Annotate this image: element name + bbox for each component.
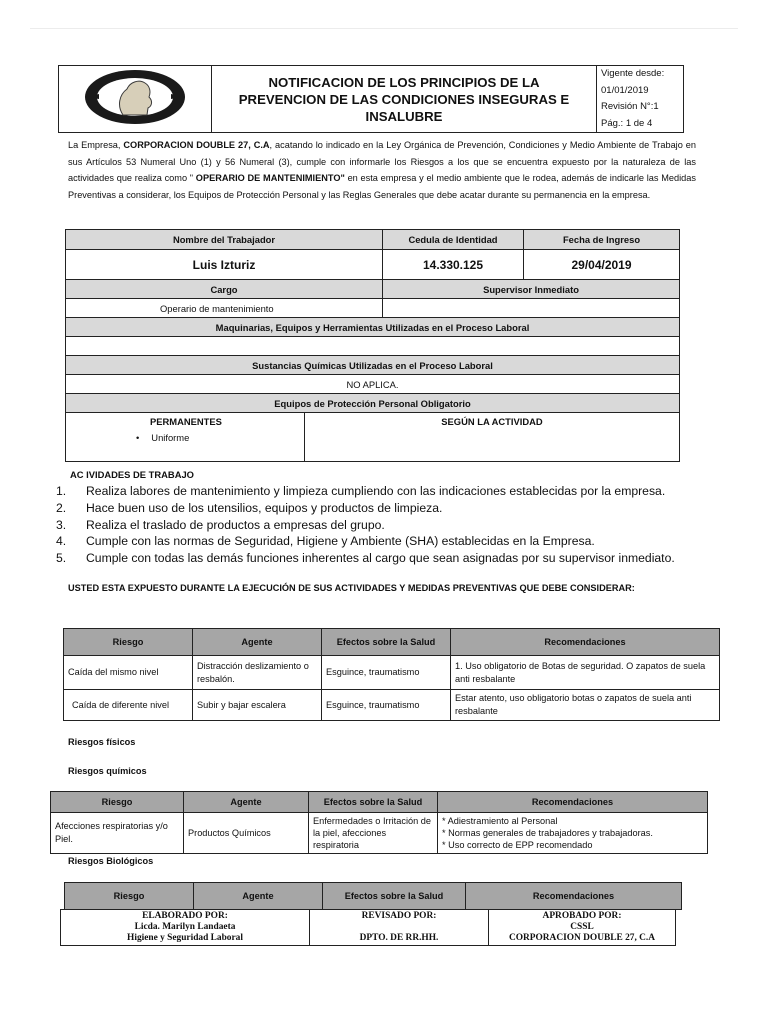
table-row: [64, 690, 720, 721]
date-header: Fecha de Ingreso: [524, 230, 680, 250]
vigente-label: Vigente desde:: [601, 68, 665, 79]
cell-recomendaciones: * Adiestramiento al Personal * Normas generales de trabajadores y trabajadoras. * Uso correcto de EPP recomendado: [438, 813, 708, 854]
permanentes-item: • Uniforme: [136, 432, 190, 443]
signature-footer: [60, 909, 676, 946]
chemicals-header: Sustancias Químicas Utilizadas en el Proceso Laboral: [66, 356, 680, 375]
cell-riesgo: Caída del mismo nivel: [64, 656, 193, 690]
intro-paragraph: La Empresa, CORPORACION DOUBLE 27, C.A, acatando lo indicado en la Ley Orgánica de Prevención, Condiciones y Medio Ambiente de Trabajo en sus Artículos 53 Numeral Uno (1) y 56 Numeral (3), cumple con informarle los Riesgos a los que se encuentra expuesto por la naturaleza de las actividades que realiza como " OPERARIO DE MANTENIMIENTO" en esta empresa y el medio ambiente que le rodea, además de indicarle las Medidas Preventivas a considerar, los Equipos de Protección Personal y las Reglas Generales que debe acatar durante su permanencia en la empresa.: [68, 140, 696, 200]
logo-cell: [59, 66, 212, 133]
biological-risks-label: Riesgos Biológicos: [68, 856, 154, 866]
activities-list: [56, 483, 756, 567]
worker-start-date: 29/04/2019: [524, 250, 680, 280]
aprobado-cell: APROBADO POR: CSSL CORPORACION DOUBLE 27, C.A: [489, 910, 676, 946]
worker-info-table: [65, 229, 680, 462]
exposure-title: USTED ESTA EXPUESTO DURANTE LA EJECUCIÓN DE SUS ACTIVIDADES Y MEDIDAS PREVENTIVAS QUE DEBE CONSIDERAR:: [68, 583, 635, 593]
cargo-header: Cargo: [66, 280, 383, 299]
worker-supervisor: [383, 299, 680, 318]
cell-agente: Subir y bajar escalera: [193, 690, 322, 721]
cell-riesgo: Caída de diferente nivel: [64, 690, 193, 721]
chemical-risk-table: [50, 791, 708, 854]
document-header: [58, 65, 684, 133]
list-item: 4. Cumple con las normas de Seguridad, Higiene y Ambiente (SHA) establecidas en la Empresa.: [56, 534, 595, 549]
segun-actividad-header: SEGÚN LA ACTIVIDAD: [441, 416, 543, 427]
col-recomendaciones: Recomendaciones: [451, 629, 720, 656]
cell-agente: Distracción deslizamiento o resbalón.: [193, 656, 322, 690]
elaborado-cell: ELABORADO POR: Licda. Marilyn Landaeta Higiene y Seguridad Laboral: [61, 910, 310, 946]
company-logo: [83, 68, 187, 126]
cell-agente: Productos Químicos: [184, 813, 309, 854]
id-header: Cedula de Identidad: [383, 230, 524, 250]
list-item: 1. Realiza labores de mantenimiento y limpieza cumpliendo con las indicaciones establecidas por la empresa.: [56, 484, 666, 498]
table-row: [64, 656, 720, 690]
col-efectos: Efectos sobre la Salud: [323, 883, 466, 910]
list-item: 5. Cumple con todas las demás funciones inherentes al cargo que sean asignadas por su supervisor inmediato.: [56, 551, 675, 566]
cell-recomendaciones: Estar atento, uso obligatorio botas o zapatos de suela anti resbalante: [451, 690, 720, 721]
activities-title: AC IVIDADES DE TRABAJO: [70, 469, 194, 480]
col-agente: Agente: [193, 629, 322, 656]
document-meta: [597, 66, 684, 133]
cell-efectos: Esguince, traumatismo: [322, 656, 451, 690]
physical-risk-table: [63, 628, 720, 721]
worker-name: Luis Izturiz: [66, 250, 383, 280]
worker-id: 14.330.125: [383, 250, 524, 280]
document-title: NOTIFICACION DE LOS PRINCIPIOS DE LA PREVENCION DE LAS CONDICIONES INSEGURAS E INSALUBRE: [212, 66, 597, 133]
supervisor-header: Supervisor Inmediato: [383, 280, 680, 299]
vigente-date: 01/01/2019: [601, 84, 649, 96]
col-agente: Agente: [194, 883, 323, 910]
physical-risks-label: Riesgos físicos: [68, 737, 136, 747]
biological-risk-table: [64, 882, 682, 910]
list-item: 2. Hace buen uso de los utensilios, equipos y productos de limpieza.: [56, 500, 443, 515]
cell-efectos: Enfermedades o Irritación de la piel, afecciones respiratoria: [309, 813, 438, 854]
chemicals-value: NO APLICA.: [66, 375, 680, 394]
cell-recomendaciones: 1. Uso obligatorio de Botas de seguridad. O zapatos de suela anti resbalante: [451, 656, 720, 690]
epp-header: Equipos de Protección Personal Obligatorio: [66, 394, 680, 413]
machinery-value: [66, 337, 680, 356]
cell-efectos: Esguince, traumatismo: [322, 690, 451, 721]
col-riesgo: Riesgo: [64, 629, 193, 656]
revision-number: Revisión N°:1: [601, 101, 659, 112]
col-agente: Agente: [184, 792, 309, 813]
revisado-cell: REVISADO POR: DPTO. DE RR.HH.: [310, 910, 489, 946]
page-number: Pág.: 1 de 4: [601, 117, 653, 129]
top-divider: [30, 28, 738, 29]
col-efectos: Efectos sobre la Salud: [309, 792, 438, 813]
col-efectos: Efectos sobre la Salud: [322, 629, 451, 656]
machinery-header: Maquinarias, Equipos y Herramientas Utilizadas en el Proceso Laboral: [66, 318, 680, 337]
epp-detail: [66, 413, 680, 462]
cell-riesgo: Afecciones respiratorias y/o Piel.: [51, 813, 184, 854]
col-riesgo: Riesgo: [51, 792, 184, 813]
col-riesgo: Riesgo: [65, 883, 194, 910]
worker-cargo: Operario de mantenimiento: [66, 299, 383, 318]
list-item: 3. Realiza el traslado de productos a empresas del grupo.: [56, 517, 385, 532]
col-recomendaciones: Recomendaciones: [466, 883, 682, 910]
permanentes-header: PERMANENTES: [150, 416, 222, 427]
name-header: Nombre del Trabajador: [66, 230, 383, 250]
col-recomendaciones: Recomendaciones: [438, 792, 708, 813]
table-row: [51, 813, 708, 854]
chemical-risks-label: Riesgos químicos: [68, 766, 147, 776]
